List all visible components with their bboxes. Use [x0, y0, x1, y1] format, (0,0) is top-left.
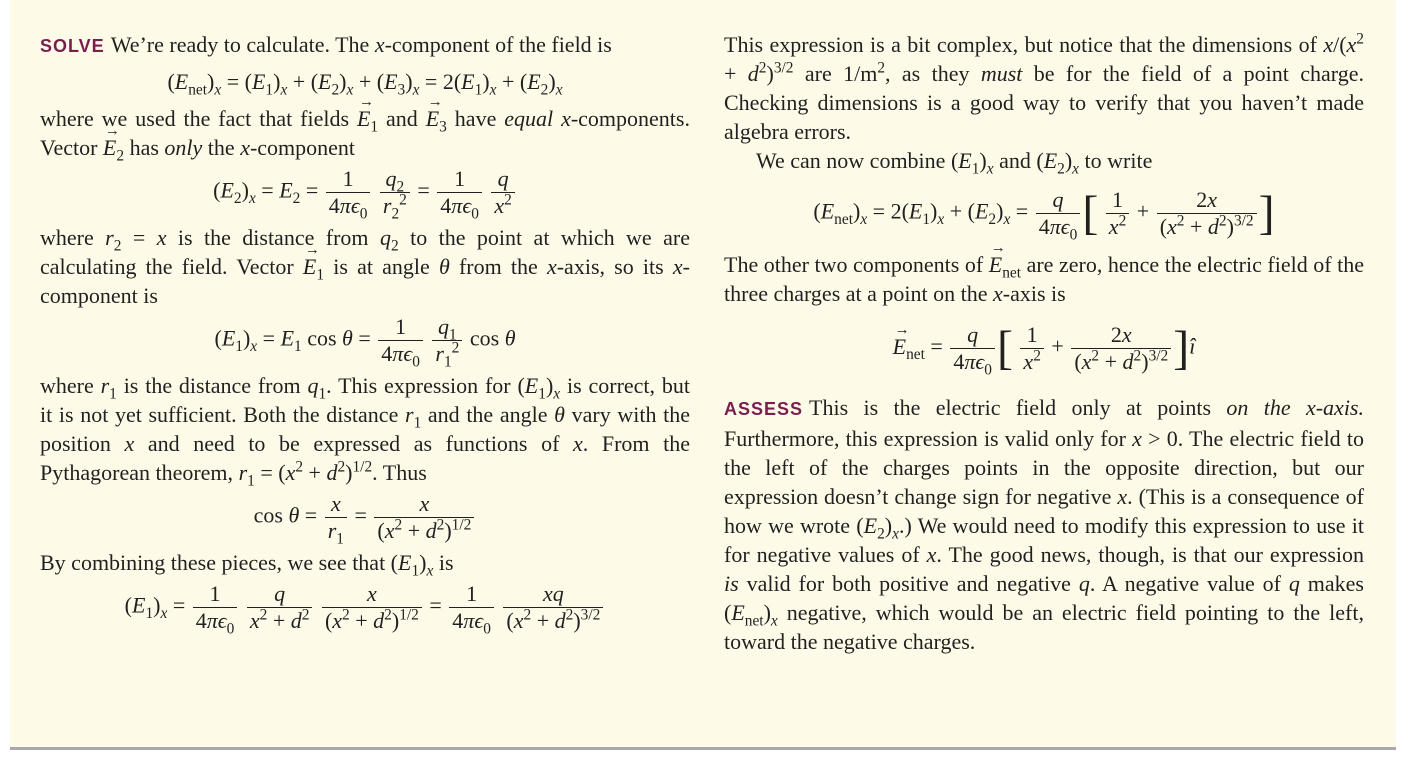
right-column	[724, 30, 1364, 656]
paragraph-combine: We can now combine $(E_1)_x$ and $(E_2)_x$ to write	[756, 148, 1153, 178]
equation-enet-x-combined: $(E_{net})_x = 2(E_1)_x + (E_2)_x$ = $\frac{q}{4\pi\epsilon_0}$ [ $\frac{1}{x^2}$ + $\frac{2x}{(x^2 + d^2)^{3/2}}$ ]	[813, 186, 1275, 244]
paragraph-assess: ASSESS This is the electric field only at points on the x-axis. Furthermore, this expression is valid only for x > 0. The electric field to the left of the charges points in the opposite direction, but our expression doesn’t change sign for negative x. (This is a consequence of how we wrote $(E_2)_x$.) We would need to modify this expression to use it for negative values of x. The good news, though, is that our expression is valid for both positive and negative q. A negative value of q makes $(E_{net})_x$ negative, which would be an electric field pointing to the left, toward the negative charges.	[724, 395, 1364, 654]
solve-intro: SOLVE We’re ready to calculate. The x-component of the field is	[40, 32, 612, 57]
equation-enet-x: $(E_{net})_x = (E_1)_x + (E_2)_x + (E_3)_x = 2(E_1)_x + (E_2)_x$	[167, 69, 563, 99]
left-column	[40, 30, 690, 638]
equation-e1-x-cos: $(E_1)_x = E_1$ cos θ = $\frac{1}{4\pi\epsilon_0}$ $\frac{q_1}{r_1^2}$ cos θ	[214, 314, 516, 371]
paragraph-r1-distance: where $r_1$ is the distance from $q_1$. This expression for $(E_1)_x$ is correct, but it is not yet sufficient. Both the distance $r_1$ and the angle θ vary with the position x and need to be expressed as functions of x. From the Pythagorean theorem, $r_1 = (x^2 + d^2)^{1/2}$. Thus	[40, 373, 690, 490]
equation-cos-theta: cos θ = $\frac{x}{r_1}$ = $\frac{x}{(x^2 + d^2)^{1/2}}$	[40, 491, 690, 544]
paragraph-r2-distance: where $r_2 = x$ is the distance from $q_2$ to the point at which we are calculating the field. Vector → $E_1$ is at angle θ from the x-axis, so its x-component is	[40, 223, 690, 310]
paragraph-dimensions: This expression is a bit complex, but notice that the dimensions of $x/(x^2 + d^2)^{3/2}$ are $1/m^2$, as they must be for the field of a point charge. Checking dimensions is a good way to verify that you haven’t made algebra errors.	[724, 30, 1364, 144]
paragraph-other-components: The other two components of → $E_{net}$ are zero, hence the electric field of the three charges at a point on the x-axis is	[724, 250, 1364, 308]
paragraph-combining: By combining these pieces, we see that $(E_1)_x$ is	[40, 550, 454, 580]
textbook-page	[10, 0, 1396, 750]
equation-e2-x: $(E_2)_x = E_2$ = $\frac{1}{4\pi\epsilon_0}$ $\frac{q_2}{r_2^2}$ = $\frac{1}{4\pi\epsilon_0}$ $\frac{q}{x^2}$	[40, 166, 690, 219]
assess-label: ASSESS	[724, 399, 804, 419]
paragraph-equal-components: where we used the fact that fields → $E_1$ and → $E_3$ have equal x-components. Vector → $E_2$ has only the x-component	[40, 104, 690, 162]
solve-label: SOLVE	[40, 36, 105, 56]
equation-e1-x-final: $(E_1)_x$ = $\frac{1}{4\pi\epsilon_0}$ $\frac{q}{x^2 + d^2}$ $\frac{x}{(x^2 + d^2)^{1/2}}$ = $\frac{1}{4\pi\epsilon_0}$ $\frac{xq}{(x^2 + d^2)^{3/2}}$	[40, 581, 690, 634]
equation-enet-vector: → $E_{net}$ = $\frac{q}{4\pi\epsilon_0}$ [ $\frac{1}{x^2}$ + $\frac{2x}{(x^2 + d^2)^{3/2}}$ ]î	[724, 322, 1364, 375]
